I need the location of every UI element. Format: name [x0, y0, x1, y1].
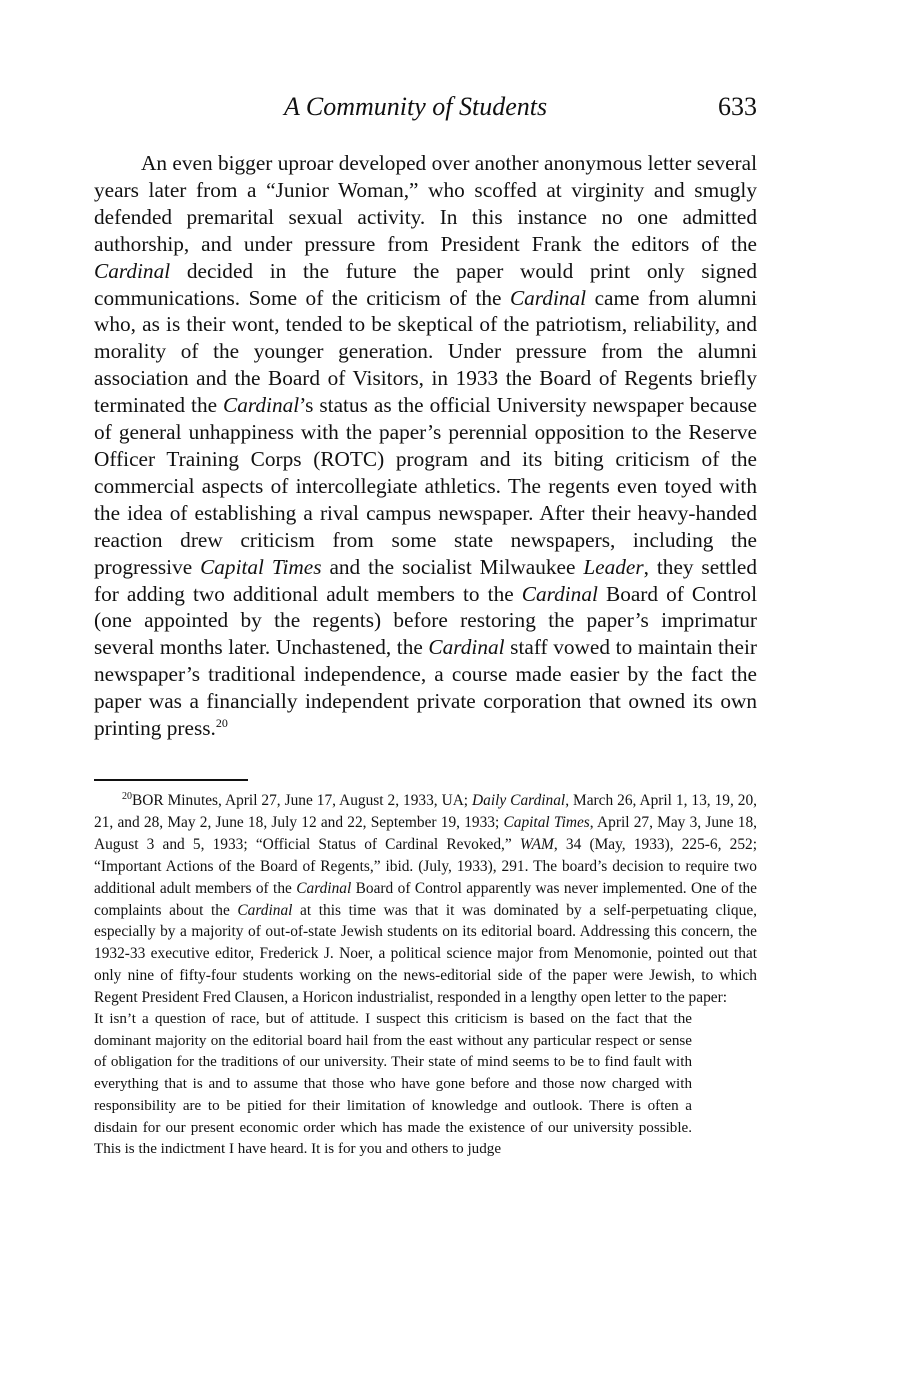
footnote-paragraph: [94, 790, 757, 1009]
newspaper-title: Daily Cardinal: [472, 792, 566, 809]
text-run: ’s status as the official University newspaper because of general unhappiness with the paper’s perennial opposition to the Reserve Officer Training Corps (ROTC) program and its biting criticism of the commercial aspects of intercollegiate athletics. The regents even toyed with the idea of establishing a rival campus newspaper. After their heavy-handed reaction drew criticism from some state newspapers, including the progressive: [94, 393, 757, 579]
footnote-divider: [94, 779, 248, 781]
text-run: Board of Control apparently was never implemented. One of the complaints about the: [94, 879, 757, 919]
newspaper-title: Cardinal: [296, 879, 352, 897]
newspaper-title: Cardinal: [521, 581, 598, 606]
text-run: staff vowed to maintain their newspaper’s traditional independence, a course made easier by the fact the paper was a financially independent private corporation that owned its own printing press.: [94, 635, 757, 741]
text-run: and the socialist Milwaukee: [321, 554, 584, 579]
newspaper-title: Cardinal: [509, 285, 587, 310]
footnote-reference[interactable]: 20: [215, 715, 228, 730]
text-run: An even bigger uproar developed over another anonymous letter several years later from a “Junior Woman,” who scoffed at virginity and smugly defended premarital sexual activity. In this instance no one admitted authorship, and under pressure from President Frank the editors of the: [94, 151, 757, 256]
text-run: , April 27, May 3, June 18, August 3 and 5, 1933; “Official Status of Cardinal Revoked,”: [94, 813, 757, 853]
journal-title: WAM: [519, 835, 554, 853]
body-paragraph: [94, 150, 757, 742]
body-text: [94, 150, 757, 742]
text-run: , March 26, April 1, 13, 19, 20, 21, and 28, May 2, June 18, July 12 and 22, September 19, 1933;: [94, 792, 757, 831]
running-title: A Community of Students: [284, 92, 548, 121]
text-run: , 34 (May, 1933), 225-6, 252; “Important Actions of the Board of Regents,” ibid. (July, 1933), 291. The board’s decision to require two additional adult members of the: [94, 835, 758, 897]
text-run: decided in the future the paper would print only signed communications. Some of the criticism of the: [94, 258, 757, 310]
newspaper-title: Capital Times: [200, 554, 322, 579]
text-run: BOR Minutes, April 27, June 17, August 2, 1933, UA;: [132, 792, 473, 809]
newspaper-title: Cardinal: [428, 635, 505, 660]
footnote-number: 20: [122, 790, 132, 802]
newspaper-title: Capital Times: [503, 813, 590, 831]
newspaper-title: Cardinal: [223, 393, 300, 418]
newspaper-title: Cardinal: [94, 258, 171, 283]
block-quote: It isn’t a question of race, but of attitude. I suspect this criticism is based on the fact that the dominant majority on the editorial board hail from the east without any particular respect or sense of obligation for the traditions of our university. Their state of mind seems to be to find fault with everything that is and to assume that those who have gone before and those now charged with responsibility are to be pitied for their limitation of knowledge and outlook. There is often a disdain for our present economic order which has made the existence of our university possible. This is the indictment I have heard. It is for you and others to judge: [94, 1011, 692, 1158]
running-header: [94, 92, 757, 132]
text-run: came from alumni who, as is their wont, tended to be skeptical of the patriotism, reliability, and morality of the younger generation. Under pressure from the alumni association and the Board of Visitors, in 1933 the Board of Regents briefly terminated the: [94, 285, 757, 418]
text-run: Board of Control (one appointed by the regents) before restoring the paper’s imprimatur several months later. Unchastened, the: [94, 581, 758, 660]
footnote: [94, 790, 757, 1161]
newspaper-title: Cardinal: [237, 901, 293, 919]
text-run: at this time was that it was dominated by a self-perpetuating clique, especially by a majority of out-of-state Jewish students on its editorial board. Addressing this concern, the 1932-33 executive editor, Frederick J. Noer, a political science major from Menomonie, pointed out that only nine of fifty-four students working on the news-editorial side of the paper were Jewish, to which Regent President Fred Clausen, a Horicon industrialist, responded in a lengthy open letter to the paper:: [94, 901, 757, 1007]
text-run: , they settled for adding two additional adult members to the: [94, 554, 758, 606]
page-number: 633: [718, 92, 757, 121]
newspaper-title: Leader: [583, 554, 644, 579]
